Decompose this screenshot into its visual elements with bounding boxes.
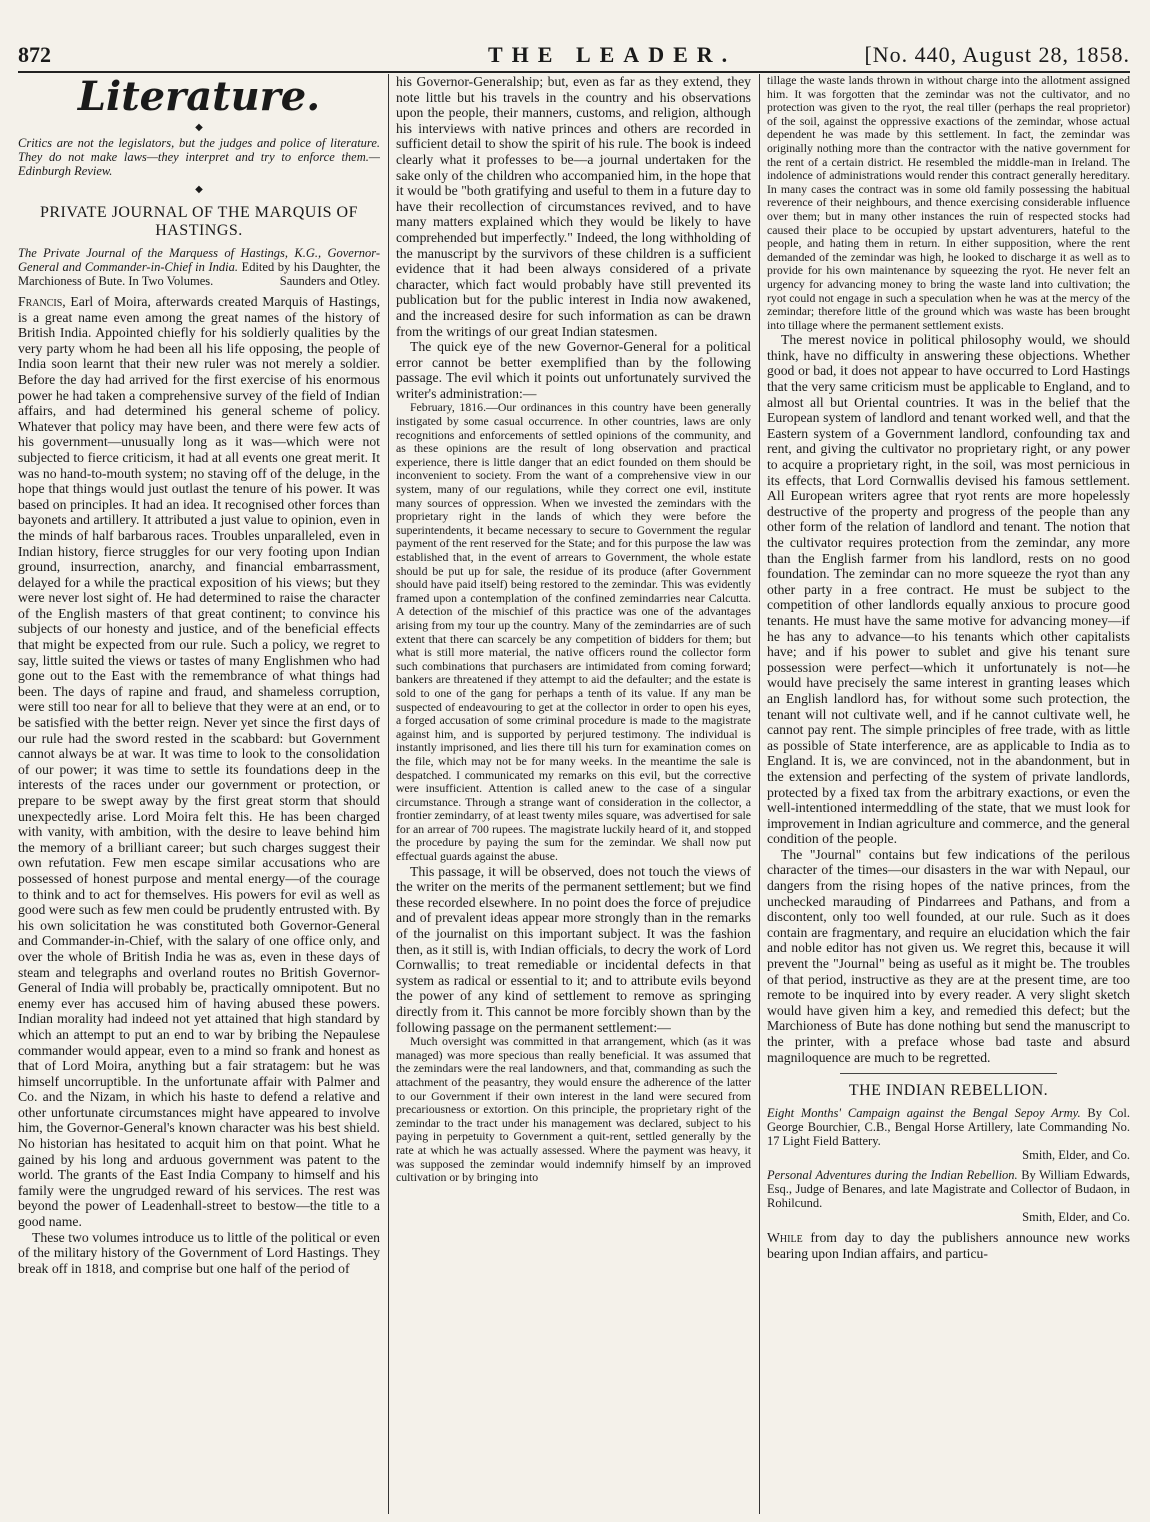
book-publisher: Smith, Elder, and Co. xyxy=(1022,1210,1130,1225)
book-title: The Private Journal of the Marquess of Hastings, K.G., Governor-General and Commander-in-Chief in India. xyxy=(18,246,380,274)
book-editor: Edited by his Daughter, the Marchioness of Bute. In Two Volumes. xyxy=(18,260,380,288)
quotation-continued: tillage the waste lands thrown in without charge into the allotment assigned him. It was forgotten that the zemindar was not the cultivator, and no protection was given to the ryot, the real tiller (perhaps the real proprietor) of the soil, against the oppressive exactions of the zemindar, whose actual dependent he was made by this settlement. In fact, the zemindar was originally nothing more than the contractor with the native government for the rent of a certain district. He resembled the middle-man in Ireland. The indolence of administrations would render this contract generally hereditary. In many cases the contract was in some old family possessing the habitual reverence of their neighbours, and thence exercising considerable influence over them; but in many other instances the ruin of respected stocks had caused their place to be occupied by upstart adventurers, hateful to the people, and hating them in return. In either supposition, where the rent demanded of the zemindar was high, he looked to discharge it as well as to provide for his own maintenance by squeezing the ryot. He never felt an urgency for advancing money to bring the waste land into cultivation; the ryot could not engage in such a speculation when he was at the mercy of the zemindar; therefore little of the ground which was waste has been brought into tillage where the permanent settlement exists. xyxy=(767,74,1130,332)
book-info xyxy=(18,246,380,288)
book-detail: By William Edwards, Esq., Judge of Benares, and late Magistrate and Collector of Budaon, in Rohilcund. xyxy=(767,1168,1130,1211)
paragraph: The merest novice in political philosophy would, we should think, have no difficulty in answering these objections. Whether good or bad, it does not appear to have occurred to Lord Hastings that the very same criticism must be applicable to England, and to almost all but Oriental countries. It was in the belief that the European system of landlord and tenant worked well, and that the Eastern system of a Government landlord, confounding tax and rent, and giving the cultivator no proprietary right, or any power to acquire a proprietary right, in the soil, was most pernicious in its effects, that Lord Cornwallis devised his famous settlement. All European writers agree that ryot rents are more hopelessly destructive of the property and progress of the people than any other form of the relation of landlord and tenant. The notion that the cultivator requires protection from the zemindar, any more than the English farmer from his landlord, rests on no good foundation. The zemindar can no more squeeze the ryot than any other party in a free contract. He must be subject to the competition of other landlords equally anxious to procure good tenants. He must have the same motive for advancing money—if he has any to advance—to his tenants which other capitalists have; and if his power to sublet and give his tenant sure possession were perfect—which it unfortunately is not—he would have precisely the same interest in granting leases which an English landlord has, for without some such protection, the tenant will not cultivate well, and if he cannot cultivate well, he cannot pay rent. The simple principles of free trade, with as little as possible of State interference, are as applicable to India as to England. It is, we are convinced, not in the abandonment, but in the extension and perfecting of the system of private landlords, protected by a fixed tax from the arbitrary exactions, or even the well-intentioned intermeddling of the state, that we must look for improvement in Indian agriculture and commerce, and the general condition of the people. xyxy=(767,332,1130,847)
paragraph-text: Earl of Moira, afterwards created Marquis of Hastings, is a great name even among the great names of the history of British India. Appointed chiefly for his soldierly qualities by the very party whom he had been all his life opposing, the people of India soon learnt that their new ruler was not merely a soldier. Before the day had arrived for the first exercise of his enormous power he had taken a comprehensive survey of the field of Indian affairs, and had determined his general scheme of policy. Whatever that policy may have been, and there were few acts of his government—unusually long as it was—which were not subjected to fierce criticism, it had at all events one great merit. It was no hand-to-mouth system; no staving off of the deluge, in the hope that things would just outlast the tenure of his power. It was based on principles. It had an idea. It recognised other forces than bayonets and artillery. It attributed a just value to opinion, even in the minds of half barbarous races. Troubles unparalleled, even in Indian history, fierce struggles for our very footing upon Indian ground, insurrection, anarchy, and financial embarrassment, delayed for a while the practical exposition of his views; but they were never lost sight of. He had determined to raise the character of the English masters of that great continent; to convince his subjects of our honesty and justice, and of the beneficial effects that might be expected from our rule. Such a policy, we regret to say, little suited the views or tastes of many Englishmen who had gone out to the East with the remembrance of what things had been. The days of rapine and fraud, and shameless corruption, were still too near for all to believe that they were at an end, or to be satisfied with the better reign. Never yet since the first days of our rule had the sword rested in the scabbard: but Government cannot always be at war. It was time to look to the consolidation of our power; it was time to settle its foundations deep in the interests of the races under our government or protection, or prepare to be swept away by the first great storm that should unexpectedly arise. Lord Moira felt this. He has been charged with vanity, with ambition, with the desire to leave behind him the memory of a brilliant career; but such charges suggest their own refutation. Few men escape similar accusations who are possessed of honest purpose and mental energy—of the courage to think and to act for themselves. His powers for evil as well as good were such as few men could be prudently entrusted with. By his own solicitation he was constituted both Governor-General and Commander-in-Chief, with the salary of one office only, and over the whole of British India he was as, even in these days of steam and telegraphs and overland routes no British Governor-General of India will probably be, practically omnipotent. But no enemy ever has accused him of having abused these powers. Indian morality had indeed not yet attained that high standard by which an attempt to put an end to war by bribing the Nepaulese commander would appear, even to a mind so frank and honest as that of Lord Moira, anything but a fair stratagem: but he was himself uncorruptible. In the unfortunate affair with Palmer and Co. and the Nizam, in which his haste to defend a relative and other unfortunate circumstances might have appeared to involve him, the Governor-General's known character was his best shield. No historian has hesitated to acquit him on that point. What he gained by his long and arduous government was patent to the world. The grants of the East India Company to himself and his family were the ungrudged reward of his services. The rest was beyond the power of Leadenhall-street to bestow—the title to a good name. xyxy=(18,294,380,1230)
article-heading: THE INDIAN REBELLION. xyxy=(848,1082,1049,1100)
column-2 xyxy=(396,74,751,1514)
page-number: 872 xyxy=(18,42,51,67)
book-title: Personal Adventures during the Indian Rebellion. xyxy=(767,1168,1018,1183)
column-rule xyxy=(388,74,389,1514)
paragraph: This passage, it will be observed, does not touch the views of the writer on the merits of the permanent settlement; but we find these recorded elsewhere. In no point does the force of prejudice and of prevalent ideas appear more strongly than in the remarks of the journalist on this important subject. It was the fashion then, as it still is, with Indian officials, to decry the work of Lord Cornwallis; to treat remediable or incidental defects in that system as radical or essential to it; and to attribute evils beyond the power of any kind of settlement to remove as springing directly from it. This cannot be more forcibly shown than by the following passage on the permanent settlement:— xyxy=(396,863,751,1035)
paragraph: The quick eye of the new Governor-General for a political error cannot be better exemplified than by the following passage. The evil which it points out unfortunately survived the writer's administration:— xyxy=(396,339,751,401)
quotation: February, 1816.—Our ordinances in this country have been generally instigated by some casual occurrence. In other countries, laws are only recognitions and enforcements of settled opinions of the community, and as these opinions are the result of long observation and practical experience, there is little danger that an edict founded on them should be inconvenient to society. From the want of a comprehensive view in our system, many of our regulations, while they correct one evil, institute many sources of oppression. When we invested the zemindars with the proprietary right in the lands of which they were before the superintendents, it became necessary to secure to Government the regular payment of the rent reserved for the State; and for this purpose the law was established that, in the event of arrears to Government, the whole estate should be put up for sale, the residue of its produce (after Government should have paid itself) being restored to the zemindar. This was evidently framed upon a contemplation of the confined zemindarries near Calcutta. A detection of the mischief of this practice was one of the advantages arising from my tour up the country. Many of the zemindarries are of such extent that there can scarcely be any competition of bidders for them; but what is still more material, the native officers round the collector form such combinations that purchasers are intimidated from coming forward; bankers are threatened if they attempt to aid the defaulter; and the estate is sold to one of the gang for perhaps a tenth of its value. If any man be suspected of endeavouring to get at the collector in order to open his eyes, a forged accusation of some criminal procedure is made to the magistrate against him, and is supported by perjured testimony. The individual is instantly imprisoned, and lies there till his turn for examination comes on the file, which may not be for many weeks. In the meantime the sale is despatched. I communicated my remarks on this evil, but the corrective were insufficient. Attention is called anew to the case of a singular circumstance. Through a strange want of consideration in the collector, a frontier zemindarry, of at least twenty miles square, was advertised for sale for an arrear of 700 rupees. The magistrate luckily heard of it, and stopped the procedure by paying the sum for the zemindar. We shall now put effectual guards against the abuse. xyxy=(396,400,751,864)
paragraph: The "Journal" contains but few indications of the perilous character of the times—our disasters in the war with Nepaul, our dangers from the rising hopes of the native princes, from the unchecked marauding of Pindarrees and Pathans, and from a discontent, only too well founded, at our rule. Such as it does contain are fragmentary, and require an elucidation which the fair and noble editor has not given us. We regret this, because it will prevent the "Journal" being as useful as it might be. The troubles of that period, instructive as they are at the present time, are too remote to be inquired into by every reader. A very slight sketch would have given him a key, and remedied this defect; but the Marchioness of Bute has done nothing but send the manuscript to the printer, with a preface whose bad taste and absurd magniloquence are much to be regretted. xyxy=(767,846,1130,1065)
header-rule xyxy=(18,71,1130,73)
book-entry xyxy=(767,1106,1130,1162)
divider-ornament: ◆ xyxy=(195,184,203,195)
motto: Critics are not the legislators, but the judges and police of literature. They do not make laws—they interpret and try to enforce them.—Edinburgh Review. xyxy=(18,136,380,178)
column-rule xyxy=(759,74,760,1514)
book-publisher: Saunders and Otley. xyxy=(279,274,380,288)
masthead xyxy=(18,40,1130,70)
book-entry xyxy=(767,1168,1130,1224)
paragraph: his Governor-Generalship; but, even as far as they extend, they note little but his travels in the country and his observations upon the people, their manners, customs, and religion, although his interviews with native princes and others are recorded in sufficient detail to show the spirit of his rule. The book is indeed clearly what it professes to be—a journal undertaken for the sake only of the children who accompanied him, in the hope that it would be "both gratifying and useful to them in a future day to have their recollection of circumstances revived, and to have many matters explained which they would be likely to have comprehended but imperfectly." Indeed, the long withholding of the manuscript by the survivors of these children is a sufficient evidence that it had been always considered of a private character, which fact would probably have still prevented its publication but for the public interest in India now awakened, and the increased desire for such information as can be drawn from the writings of our great Indian statesmen. xyxy=(396,74,751,339)
lead-word: While xyxy=(767,1230,803,1246)
column-1 xyxy=(18,74,380,1514)
lead-word: Francis, xyxy=(18,294,66,309)
paragraph xyxy=(767,1230,1130,1261)
issue-info: [No. 440, August 28, 1858. xyxy=(864,42,1130,67)
section-title: Literature. xyxy=(77,74,321,120)
newspaper-title: THE LEADER. xyxy=(488,42,737,67)
article-heading: PRIVATE JOURNAL OF THE MARQUIS OF HASTINGS. xyxy=(39,204,359,239)
paragraph: These two volumes introduce us to little of the political or even of the military history of the Government of Lord Hastings. They break off in 1818, and comprise but one half of the period of xyxy=(18,1229,380,1276)
section-divider xyxy=(840,1073,1058,1074)
book-publisher: Smith, Elder, and Co. xyxy=(1022,1148,1130,1163)
paragraph xyxy=(18,294,380,1230)
quotation: Much oversight was committed in that arrangement, which (as it was managed) was more specious than really beneficial. It was assumed that the zemindars were the real landowners, and that, commanding as such the attachment of the peasantry, they would ensure the adherence of the latter to our Government if their own interest in the land were secured from precariousness or extortion. On this principle, the proprietary right of the zemindar to the tract under his management was declared, subject to his paying in perpetuity to Government a quit-rent, settled generally by the rate at which he was actually assessed. Where the payment was heavy, it was supposed the zemindar would indemnify himself by an improved cultivation or by bringing into xyxy=(396,1034,751,1185)
book-detail: By Col. George Bourchier, C.B., Bengal Horse Artillery, late Commanding No. 17 Light Field Battery. xyxy=(767,1106,1130,1149)
paragraph-text: from day to day the publishers announce new works bearing upon Indian affairs, and particu- xyxy=(767,1230,1130,1261)
column-3 xyxy=(767,74,1130,1514)
book-title: Eight Months' Campaign against the Bengal Sepoy Army. xyxy=(767,1106,1081,1121)
divider-ornament: ◆ xyxy=(195,122,203,133)
